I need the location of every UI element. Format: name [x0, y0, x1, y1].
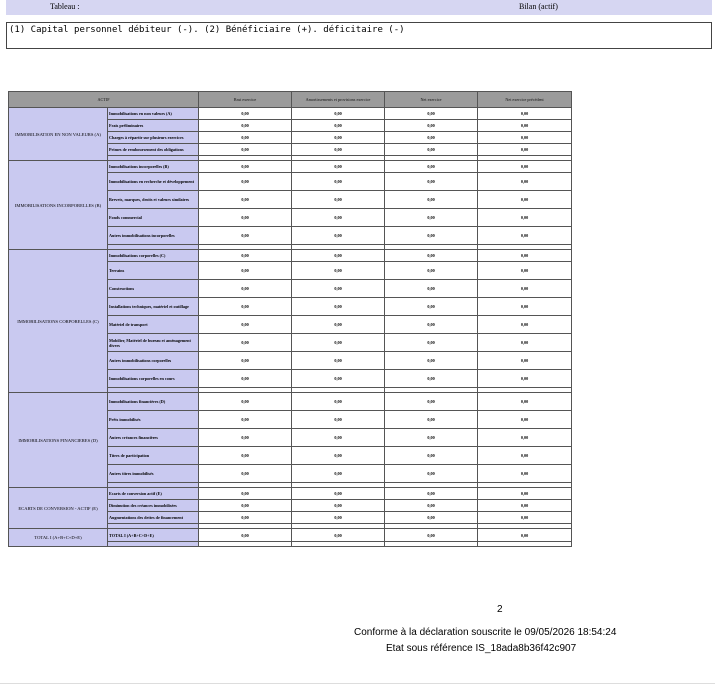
page-number: 2 [497, 604, 503, 615]
value-cell: 0,00 [478, 161, 572, 173]
value-cell: 0,00 [292, 465, 385, 483]
row-label-cell: Fonds commercial [108, 209, 199, 227]
value-cell: 0,00 [199, 280, 292, 298]
value-cell: 0,00 [385, 512, 478, 524]
value-cell: 0,00 [385, 144, 478, 156]
value-cell: 0,00 [199, 500, 292, 512]
value-cell: 0,00 [292, 529, 385, 542]
value-cell: 0,00 [199, 429, 292, 447]
value-cell: 0,00 [385, 370, 478, 388]
value-cell: 0,00 [199, 512, 292, 524]
value-cell: 0,00 [478, 352, 572, 370]
row-label-cell: Immobilisations en recherche et développement [108, 173, 199, 191]
row-label-cell: Autres créances financières [108, 429, 199, 447]
value-cell: 0,00 [199, 411, 292, 429]
row-label-cell: TOTAL I (A+B+C+D+E) [108, 529, 199, 542]
table-row [9, 488, 572, 500]
value-cell: 0,00 [199, 352, 292, 370]
spacer-cell [478, 542, 572, 547]
value-cell: 0,00 [292, 191, 385, 209]
row-label-cell: Diminution des créances immobilisées [108, 500, 199, 512]
value-cell: 0,00 [385, 411, 478, 429]
value-cell: 0,00 [385, 262, 478, 280]
row-label-cell: Primes de remboursement des obligations [108, 144, 199, 156]
value-cell: 0,00 [385, 209, 478, 227]
value-cell: 0,00 [478, 209, 572, 227]
note-text: (1) Capital personnel débiteur (-). (2) Bénéficiaire (+). déficitaire (-) [9, 25, 405, 35]
value-cell: 0,00 [385, 173, 478, 191]
value-cell: 0,00 [292, 132, 385, 144]
value-cell: 0,00 [199, 298, 292, 316]
value-cell: 0,00 [478, 132, 572, 144]
value-cell: 0,00 [478, 108, 572, 120]
col-header-amortissements: Amortissements et provisions exercice [292, 92, 385, 108]
title-bar [6, 0, 712, 15]
reference-line: Etat sous référence IS_18ada8b36f42c907 [386, 643, 577, 654]
value-cell: 0,00 [478, 250, 572, 262]
value-cell: 0,00 [199, 529, 292, 542]
value-cell: 0,00 [385, 250, 478, 262]
value-cell: 0,00 [199, 316, 292, 334]
row-label-cell: Augmentations des dettes de financement [108, 512, 199, 524]
value-cell: 0,00 [292, 411, 385, 429]
row-label-cell: Autres immobilisations incorporelles [108, 227, 199, 245]
value-cell: 0,00 [292, 298, 385, 316]
col-header-net: Net exercice [385, 92, 478, 108]
row-label-cell: Frais préliminaires [108, 120, 199, 132]
value-cell: 0,00 [385, 447, 478, 465]
value-cell: 0,00 [292, 488, 385, 500]
value-cell: 0,00 [385, 316, 478, 334]
value-cell: 0,00 [292, 262, 385, 280]
value-cell: 0,00 [385, 393, 478, 411]
value-cell: 0,00 [385, 529, 478, 542]
value-cell: 0,00 [478, 280, 572, 298]
value-cell: 0,00 [478, 512, 572, 524]
value-cell: 0,00 [292, 120, 385, 132]
category-cell: IMMOBILISATIONS INCORPORELLES (B) [9, 161, 108, 250]
value-cell: 0,00 [478, 191, 572, 209]
row-label-cell: Prêts immobilisés [108, 411, 199, 429]
value-cell: 0,00 [199, 447, 292, 465]
value-cell: 0,00 [385, 161, 478, 173]
value-cell: 0,00 [199, 262, 292, 280]
bottom-divider [0, 683, 715, 684]
value-cell: 0,00 [199, 227, 292, 245]
value-cell: 0,00 [385, 298, 478, 316]
row-label-cell: Terrains [108, 262, 199, 280]
row-label-cell: Autres titres immobilisés [108, 465, 199, 483]
category-cell: ECARTS DE CONVERSION - ACTIF (E) [9, 488, 108, 529]
value-cell: 0,00 [478, 529, 572, 542]
value-cell: 0,00 [199, 108, 292, 120]
value-cell: 0,00 [292, 209, 385, 227]
table-row [9, 108, 572, 120]
value-cell: 0,00 [199, 132, 292, 144]
spacer-cell [292, 542, 385, 547]
col-header-actif: ACTIF [9, 92, 199, 108]
value-cell: 0,00 [199, 250, 292, 262]
value-cell: 0,00 [292, 370, 385, 388]
table-row [9, 250, 572, 262]
value-cell: 0,00 [199, 173, 292, 191]
value-cell: 0,00 [385, 488, 478, 500]
value-cell: 0,00 [292, 280, 385, 298]
row-label-cell: Immobilisations corporelles (C) [108, 250, 199, 262]
value-cell: 0,00 [385, 132, 478, 144]
value-cell: 0,00 [478, 227, 572, 245]
value-cell: 0,00 [292, 108, 385, 120]
row-label-cell: Charges à répartir sur plusieurs exercices [108, 132, 199, 144]
value-cell: 0,00 [385, 108, 478, 120]
row-label-cell: Installations techniques, matériel et outillage [108, 298, 199, 316]
value-cell: 0,00 [292, 352, 385, 370]
value-cell: 0,00 [478, 173, 572, 191]
value-cell: 0,00 [292, 447, 385, 465]
value-cell: 0,00 [199, 488, 292, 500]
value-cell: 0,00 [292, 512, 385, 524]
value-cell: 0,00 [385, 334, 478, 352]
value-cell: 0,00 [292, 316, 385, 334]
value-cell: 0,00 [385, 429, 478, 447]
table-header-row [9, 92, 572, 108]
value-cell: 0,00 [199, 161, 292, 173]
table-row [9, 529, 572, 542]
value-cell: 0,00 [292, 429, 385, 447]
value-cell: 0,00 [292, 227, 385, 245]
value-cell: 0,00 [292, 173, 385, 191]
category-cell: IMMOBILISATIONS FINANCIERES (D) [9, 393, 108, 488]
table-row [9, 393, 572, 411]
row-label-cell: Immobilisations en non valeurs (A) [108, 108, 199, 120]
value-cell: 0,00 [478, 334, 572, 352]
value-cell: 0,00 [478, 447, 572, 465]
value-cell: 0,00 [199, 370, 292, 388]
tableau-label: Tableau : [50, 2, 80, 11]
row-label-cell: Ecarts de conversion actif (E) [108, 488, 199, 500]
col-header-net-precedent: Net exercice précédent [478, 92, 572, 108]
value-cell: 0,00 [478, 298, 572, 316]
value-cell: 0,00 [478, 316, 572, 334]
value-cell: 0,00 [199, 144, 292, 156]
value-cell: 0,00 [199, 393, 292, 411]
row-label-cell: Titres de participation [108, 447, 199, 465]
row-label-cell: Immobilisations financières (D) [108, 393, 199, 411]
col-header-brut: Brut exercice [199, 92, 292, 108]
spacer-cell [385, 542, 478, 547]
row-label-cell: Mobilier, Matériel de bureau et aménagement divers [108, 334, 199, 352]
value-cell: 0,00 [478, 429, 572, 447]
row-label-cell: Brevets, marques, droits et valeurs similaires [108, 191, 199, 209]
value-cell: 0,00 [292, 250, 385, 262]
value-cell: 0,00 [478, 262, 572, 280]
value-cell: 0,00 [199, 191, 292, 209]
value-cell: 0,00 [385, 500, 478, 512]
value-cell: 0,00 [199, 120, 292, 132]
value-cell: 0,00 [478, 370, 572, 388]
conformity-line: Conforme à la déclaration souscrite le 09/05/2026 18:54:24 [354, 627, 617, 638]
value-cell: 0,00 [199, 334, 292, 352]
value-cell: 0,00 [199, 465, 292, 483]
table-row [9, 161, 572, 173]
value-cell: 0,00 [292, 144, 385, 156]
value-cell: 0,00 [385, 280, 478, 298]
value-cell: 0,00 [292, 161, 385, 173]
row-label-cell: Constructions [108, 280, 199, 298]
category-cell: IMMOBILISATION EN NON VALEURS (A) [9, 108, 108, 161]
note-box [6, 22, 712, 49]
value-cell: 0,00 [385, 191, 478, 209]
value-cell: 0,00 [292, 393, 385, 411]
category-cell: IMMOBILISATIONS CORPORELLES (C) [9, 250, 108, 393]
row-label-cell: Immobilisations corporelles en cours [108, 370, 199, 388]
row-label-cell: Immobilisations incorporelles (B) [108, 161, 199, 173]
bilan-title: Bilan (actif) [519, 2, 558, 11]
value-cell: 0,00 [478, 393, 572, 411]
bilan-actif-table [8, 91, 572, 547]
spacer-cell [199, 542, 292, 547]
value-cell: 0,00 [478, 500, 572, 512]
value-cell: 0,00 [385, 352, 478, 370]
value-cell: 0,00 [478, 120, 572, 132]
value-cell: 0,00 [478, 144, 572, 156]
value-cell: 0,00 [292, 500, 385, 512]
value-cell: 0,00 [385, 227, 478, 245]
spacer-cell [108, 542, 199, 547]
row-label-cell: Autres immobilisations corporelles [108, 352, 199, 370]
value-cell: 0,00 [385, 465, 478, 483]
category-cell: TOTAL I (A+B+C+D+E) [9, 529, 108, 547]
value-cell: 0,00 [478, 488, 572, 500]
value-cell: 0,00 [478, 465, 572, 483]
value-cell: 0,00 [478, 411, 572, 429]
value-cell: 0,00 [199, 209, 292, 227]
value-cell: 0,00 [385, 120, 478, 132]
value-cell: 0,00 [292, 334, 385, 352]
row-label-cell: Matériel de transport [108, 316, 199, 334]
